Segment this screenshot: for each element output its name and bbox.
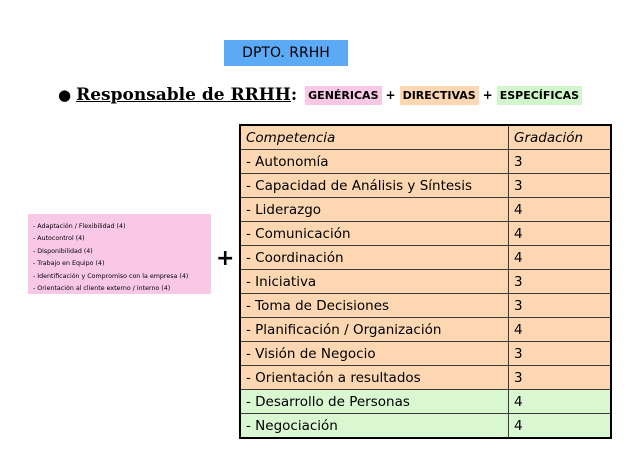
competency-grade: 4 — [509, 246, 612, 270]
header-competencia: Competencia — [240, 125, 509, 150]
department-label: DPTO. RRHH — [224, 40, 348, 66]
competency-name: - Autonomía — [240, 150, 509, 174]
competency-name: - Capacidad de Análisis y Síntesis — [240, 174, 509, 198]
generic-item: - Trabajo en Equipo (4) — [33, 260, 105, 268]
heading-colon: : — [290, 85, 298, 105]
competency-name: - Visión de Negocio — [240, 342, 509, 366]
competency-name: - Desarrollo de Personas — [240, 390, 509, 414]
table-row — [240, 294, 611, 318]
plus-separator: + — [482, 88, 493, 102]
table-row — [240, 150, 611, 174]
table-row — [240, 198, 611, 222]
generic-item: - Disponibilidad (4) — [33, 247, 93, 255]
table-row — [240, 318, 611, 342]
plus-sign: + — [216, 246, 235, 271]
competency-name: - Coordinación — [240, 246, 509, 270]
tag-genericas: GENÉRICAS — [305, 86, 381, 105]
table-row — [240, 246, 611, 270]
competency-grade: 4 — [509, 198, 612, 222]
generic-item: - Adaptación / Flexibilidad (4) — [33, 223, 126, 230]
competency-grade: 4 — [509, 414, 612, 439]
competency-grade: 3 — [509, 174, 612, 198]
competency-name: - Planificación / Organización — [240, 318, 509, 342]
competency-name: - Toma de Decisiones — [240, 294, 509, 318]
competency-name: - Comunicación — [240, 222, 509, 246]
heading — [58, 82, 582, 108]
table-row — [240, 222, 611, 246]
competency-grade: 3 — [509, 342, 612, 366]
competency-name: - Negociación — [240, 414, 509, 439]
generic-item: - Identificación y Compromiso con la empresa (4) — [33, 272, 189, 280]
table-row — [240, 342, 611, 366]
tag-especificas: ESPECÍFICAS — [497, 86, 582, 105]
competency-name: - Orientación a resultados — [240, 366, 509, 390]
header-gradacion: Gradación — [509, 125, 612, 150]
competency-grade: 3 — [509, 150, 612, 174]
competency-grade: 4 — [509, 390, 612, 414]
table-header-row — [240, 125, 611, 150]
generic-item: - Autocontrol (4) — [33, 235, 85, 243]
competency-name: - Liderazgo — [240, 198, 509, 222]
competency-grade: 3 — [509, 294, 612, 318]
tag-directivas: DIRECTIVAS — [400, 86, 479, 105]
generic-item: - Orientación al cliente externo / interno (4) — [33, 285, 171, 293]
table-row — [240, 414, 611, 439]
table-row — [240, 390, 611, 414]
heading-title: Responsable de RRHH — [76, 85, 291, 105]
bullet-icon: ● — [58, 86, 72, 104]
plus-separator: + — [385, 88, 396, 102]
competency-name: - Iniciativa — [240, 270, 509, 294]
generic-competencies-box — [28, 214, 211, 294]
competency-grade: 4 — [509, 318, 612, 342]
table-row — [240, 174, 611, 198]
table-row — [240, 366, 611, 390]
competency-grade: 4 — [509, 222, 612, 246]
table-row — [240, 270, 611, 294]
competency-grade: 3 — [509, 366, 612, 390]
competency-grade: 3 — [509, 270, 612, 294]
competencies-table — [239, 124, 612, 439]
